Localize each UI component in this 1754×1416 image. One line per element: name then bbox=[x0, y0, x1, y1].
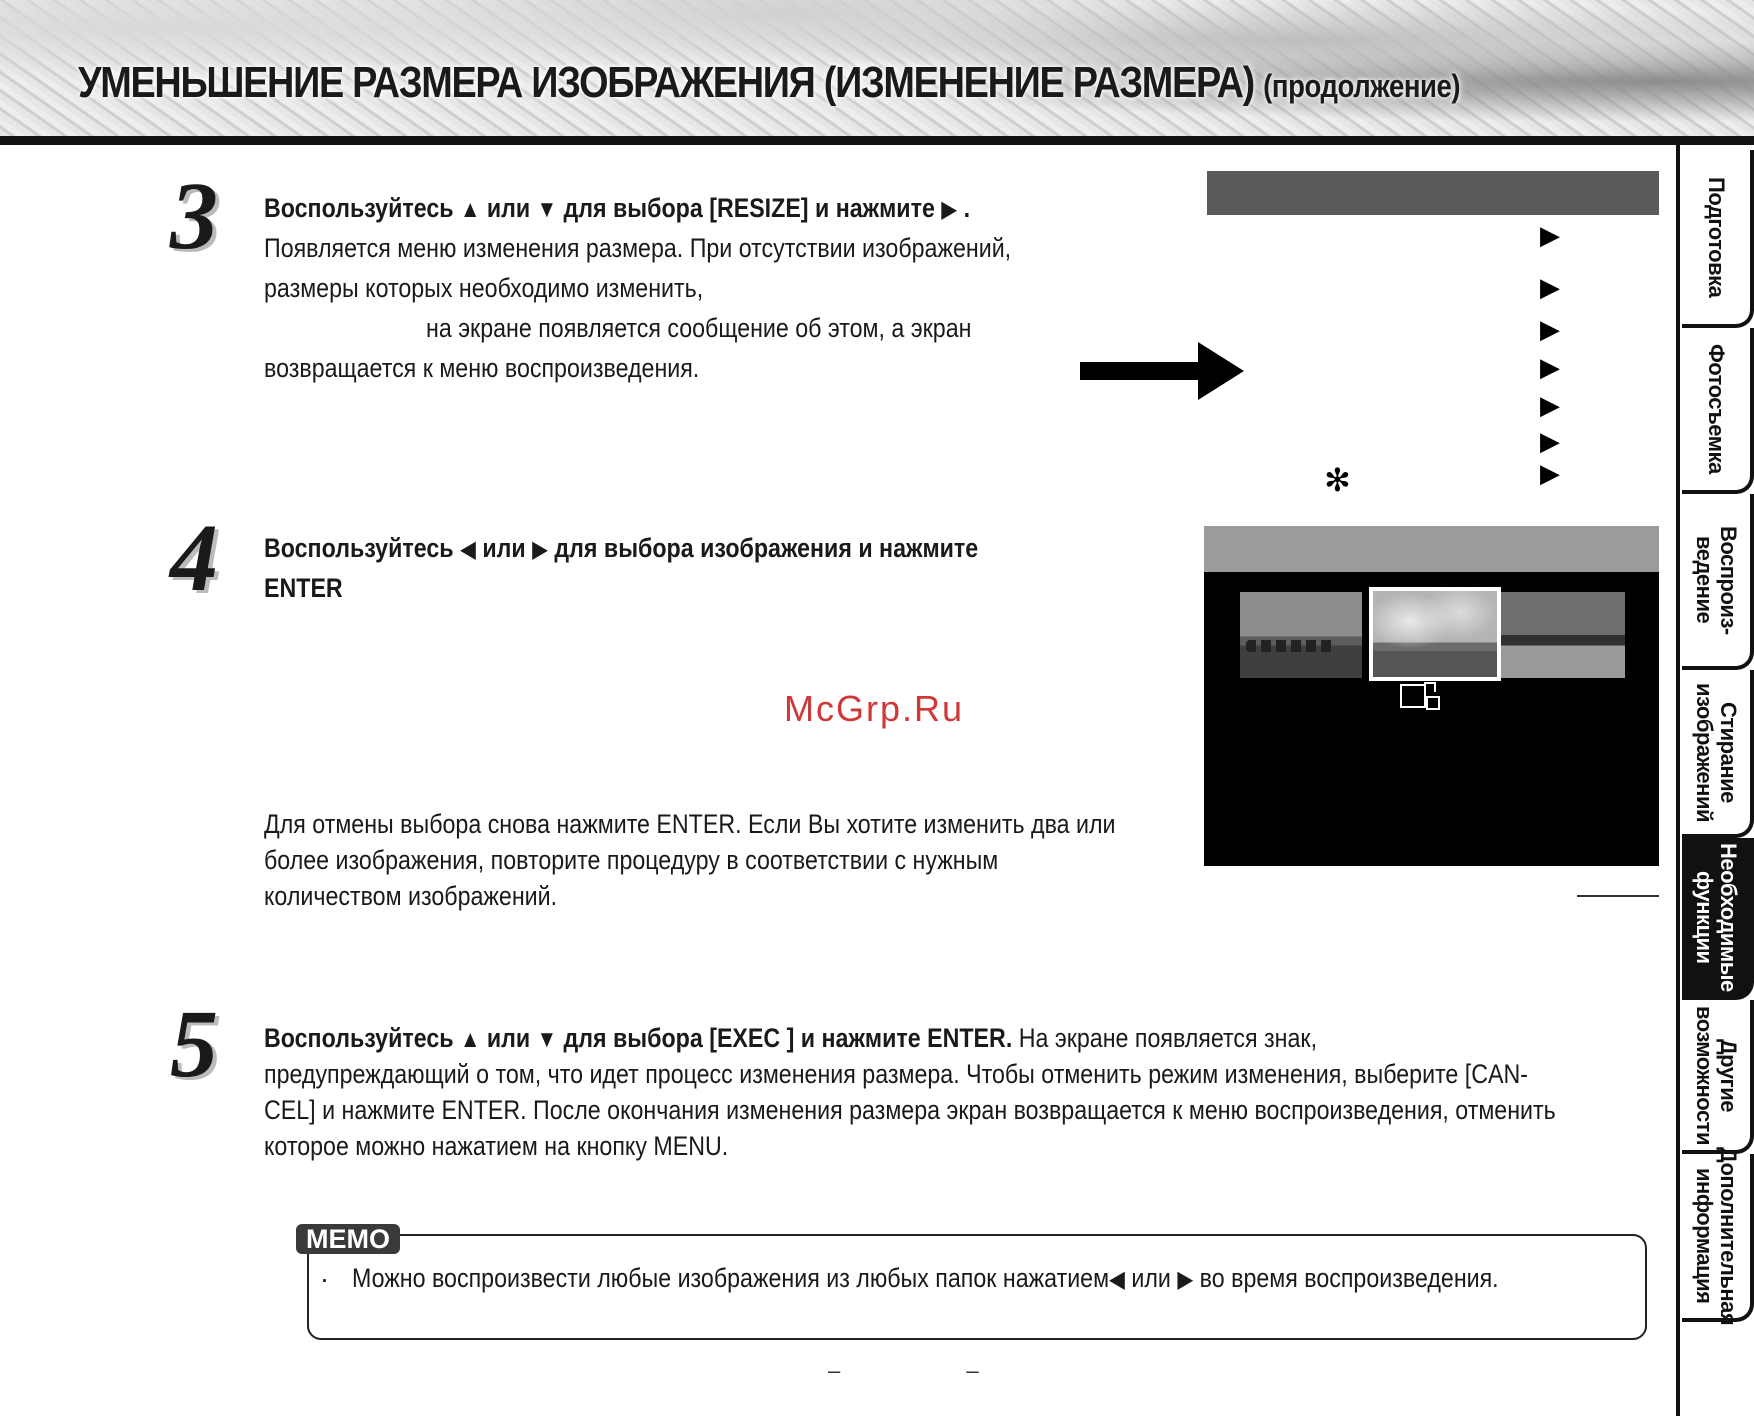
page-number: – – bbox=[828, 1358, 1039, 1383]
step3-line-3: на экране появляется сообщение об этом, а экран bbox=[426, 313, 972, 343]
memo-or: или bbox=[1124, 1263, 1178, 1293]
memo-text-1: Можно воспроизвести любые изображения из любых папок нажатием bbox=[352, 1263, 1110, 1293]
header-rule bbox=[0, 136, 1754, 145]
step3-instruction bbox=[264, 188, 970, 230]
tab-playback[interactable] bbox=[1682, 494, 1754, 670]
menu-arrow-icon: ▶ bbox=[1540, 458, 1560, 488]
memo-text bbox=[352, 1258, 1499, 1300]
step3-or: или bbox=[480, 193, 537, 223]
tab-preparation[interactable] bbox=[1682, 150, 1754, 328]
page-title bbox=[78, 58, 1460, 108]
tab-photography[interactable] bbox=[1682, 328, 1754, 494]
step3-line-4: возвращается к меню воспроизведения. bbox=[264, 353, 700, 383]
step5-instruction bbox=[264, 1020, 1317, 1058]
step3-dot: . bbox=[957, 193, 971, 223]
screen-underline bbox=[1577, 895, 1659, 897]
tab-label: Воспроиз- ведение bbox=[1692, 525, 1741, 635]
step5-line-4: которое можно нажатием на кнопку MENU. bbox=[264, 1131, 729, 1161]
down-triangle-icon: ▼ bbox=[536, 196, 558, 223]
step4-enter bbox=[264, 568, 343, 608]
step3-bold-1: Воспользуйтесь bbox=[264, 193, 460, 223]
tab-essential-functions[interactable] bbox=[1682, 838, 1754, 1000]
tab-label: Другие возможности bbox=[1692, 1005, 1741, 1145]
step5-or: или bbox=[480, 1023, 537, 1053]
step4-bold-2: для выбора изображения и нажмите bbox=[547, 533, 979, 563]
right-triangle-icon: ▶ bbox=[1177, 1266, 1194, 1293]
tab-label: Подготовка bbox=[1704, 176, 1729, 298]
tab-label: Дополнительная информация bbox=[1692, 1146, 1741, 1326]
tab-label: Стирание изображений bbox=[1692, 682, 1741, 822]
step3-bold-2: для выбора [RESIZE] и нажмите bbox=[557, 193, 942, 223]
thumbnail-image bbox=[1240, 592, 1362, 678]
step4-line-2: более изображения, повторите процедуру в соответствии с нужным bbox=[264, 845, 999, 875]
step-number-5: 5 bbox=[170, 990, 218, 1097]
step3-line-2: размеры которых необходимо изменить, bbox=[264, 273, 704, 303]
pointer-arrow-head bbox=[1198, 342, 1244, 400]
step4-line-1: Для отмены выбора снова нажмите ENTER. Если Вы хотите изменить два или bbox=[264, 809, 1116, 839]
right-triangle-icon: ▶ bbox=[532, 536, 548, 563]
up-triangle-icon: ▲ bbox=[459, 1026, 481, 1053]
left-triangle-icon: ◀ bbox=[459, 536, 476, 563]
step4-enter-label: ENTER bbox=[264, 573, 343, 603]
step5-line-1-rest: На экране появляется знак, bbox=[1012, 1023, 1318, 1053]
left-triangle-icon: ◀ bbox=[1109, 1266, 1125, 1293]
step-number-3: 3 bbox=[170, 162, 218, 269]
step-number-4: 4 bbox=[170, 504, 218, 611]
memo-bullet: · bbox=[320, 1264, 329, 1294]
step4-or: или bbox=[475, 533, 533, 563]
menu-arrow-icon: ▶ bbox=[1540, 314, 1560, 344]
page-title-main: УМЕНЬШЕНИЕ РАЗМЕРА ИЗОБРАЖЕНИЯ (ИЗМЕНЕНИЕ РАЗМЕРА) bbox=[78, 58, 1254, 107]
step5-bold-1: Воспользуйтесь bbox=[264, 1023, 460, 1053]
tab-erasing-images[interactable] bbox=[1682, 670, 1754, 838]
step5-line-2: предупреждающий о том, что идет процесс изменения размера. Чтобы отменить режим изменения, выберите [CAN- bbox=[264, 1059, 1528, 1089]
step5-bold-2: для выбора [EXEC ] и нажмите ENTER. bbox=[557, 1023, 1013, 1053]
side-tab-rule bbox=[1676, 145, 1680, 1416]
tab-label: Необходимые функции bbox=[1692, 842, 1741, 992]
pointer-arrow-shaft bbox=[1080, 362, 1198, 380]
watermark: McGrp.Ru bbox=[784, 688, 965, 729]
menu-arrow-icon: ▶ bbox=[1540, 220, 1560, 250]
memo-label: MEMO bbox=[296, 1224, 400, 1254]
thumbnail-image-selected bbox=[1369, 587, 1501, 681]
asterisk-icon: ✻ bbox=[1324, 462, 1351, 498]
thumbnail-image bbox=[1501, 592, 1625, 678]
down-triangle-icon: ▼ bbox=[536, 1026, 558, 1053]
tab-additional-info[interactable] bbox=[1682, 1146, 1754, 1326]
menu-title-bar bbox=[1207, 171, 1659, 215]
tab-label: Фотосъемка bbox=[1704, 344, 1729, 474]
resize-icon bbox=[1400, 684, 1426, 708]
screen-title-bar bbox=[1204, 526, 1659, 572]
menu-arrow-icon: ▶ bbox=[1540, 272, 1560, 302]
step4-instruction bbox=[264, 528, 978, 570]
step4-line-3: количеством изображений. bbox=[264, 881, 558, 911]
up-triangle-icon: ▲ bbox=[459, 196, 481, 223]
camera-screen bbox=[1204, 526, 1659, 866]
menu-arrow-icon: ▶ bbox=[1540, 390, 1560, 420]
tab-other-features[interactable] bbox=[1682, 1000, 1754, 1154]
trees-shape bbox=[1246, 640, 1336, 652]
memo-text-2: во время воспроизведения. bbox=[1193, 1263, 1499, 1293]
resize-small-icon bbox=[1426, 696, 1440, 710]
right-triangle-icon: ▶ bbox=[941, 196, 958, 223]
resize-corner-icon bbox=[1424, 682, 1436, 692]
menu-arrow-icon: ▶ bbox=[1540, 352, 1560, 382]
menu-arrow-icon: ▶ bbox=[1540, 426, 1560, 456]
step5-line-3: CEL] и нажмите ENTER. После окончания изменения размера экран возвращается к меню воспроизведения, отменить bbox=[264, 1095, 1556, 1125]
step4-bold-1: Воспользуйтесь bbox=[264, 533, 460, 563]
step3-line-1: Появляется меню изменения размера. При отсутствии изображений, bbox=[264, 233, 1012, 263]
page-title-continued: (продолжение) bbox=[1263, 68, 1461, 104]
